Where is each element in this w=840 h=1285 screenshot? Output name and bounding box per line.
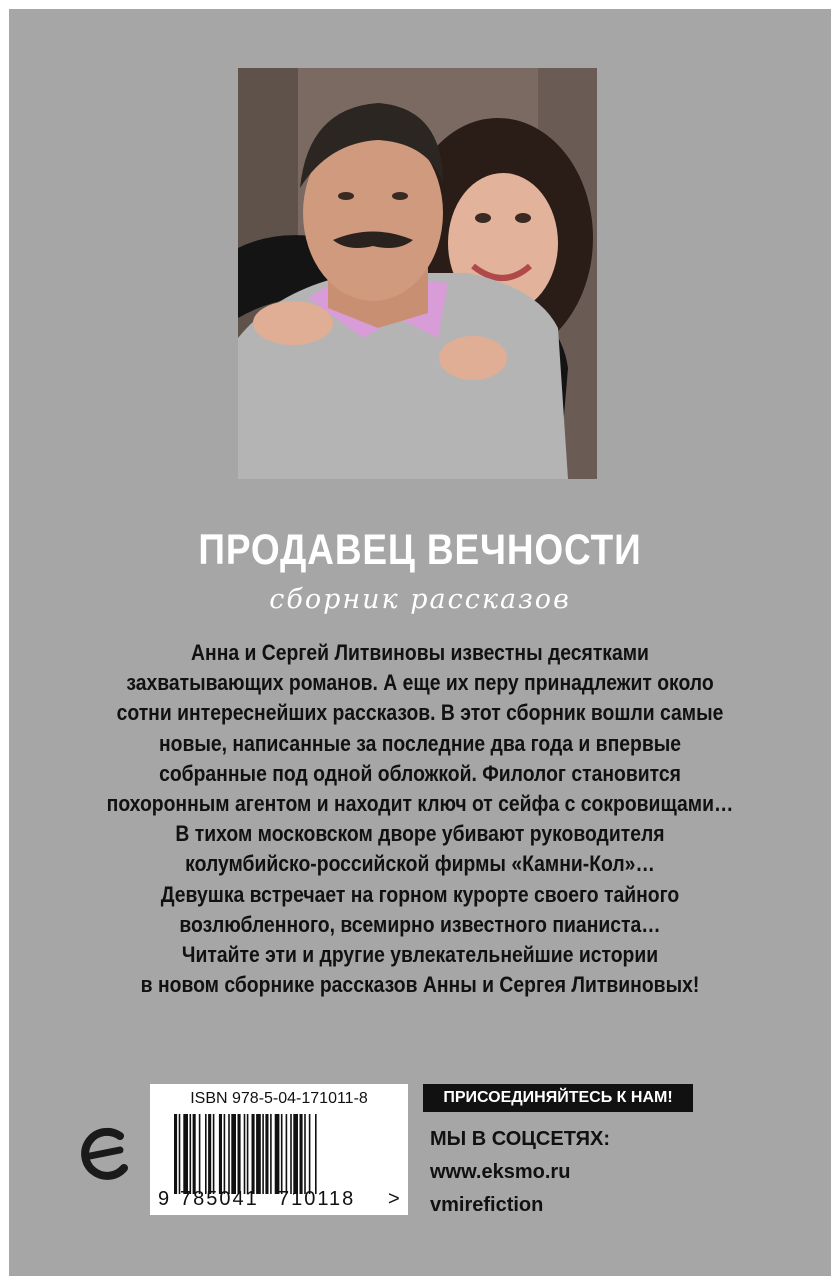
social-links [430,1123,610,1222]
annotation-line: В тихом московском дворе убивают руководителя [175,821,665,847]
book-subtitle: сборник рассказов [269,584,571,615]
annotation-line: колумбийско-российской фирмы «Камни-Кол»… [185,851,655,877]
annotation-line: Девушка встречает на горном курорте своего тайного [160,881,680,907]
barcode-arrow: > [388,1188,400,1210]
barcode-digit-first: 9 [158,1188,170,1210]
annotation-line: в новом сборнике рассказов Анны и Сергея Литвиновых! [140,972,700,998]
book-title: ПРОДАВЕЦ ВЕЧНОСТИ [198,526,642,574]
annotation-line: собранные под одной обложкой. Филолог становится [159,760,681,786]
annotation-line: похоронным агентом и находит ключ от сейфа с сокровищами… [106,791,734,817]
publisher-website: www.eksmo.ru [430,1161,571,1183]
annotation-line: Читайте эти и другие увлекательнейшие истории [181,942,659,968]
author-photo [238,68,597,479]
barcode [174,1114,386,1194]
eksmo-logo-icon [80,1126,132,1187]
annotation-line: новые, написанные за последние два года и впервые [158,730,682,756]
annotation-line: сотни интереснейших рассказов. В этот сборник вошли самые [116,700,724,726]
barcode-digits-left: 785041 [180,1188,259,1210]
social-handle: vmirefiction [430,1194,544,1216]
isbn-label: ISBN 978-5-04-171011-8 [190,1090,368,1107]
barcode-digits-right: 710118 [278,1188,356,1210]
annotation-line: возлюбленного, всемирно известного пианиста… [179,911,661,937]
annotation-line: захватывающих романов. А еще их перу принадлежит около [126,670,714,696]
book-annotation [0,638,840,1000]
annotation-line: Анна и Сергей Литвиновы известны десятками [191,640,649,665]
isbn-barcode-block [150,1084,408,1215]
social-heading: МЫ В СОЦСЕТЯХ: [430,1128,611,1150]
join-us-badge: ПРИСОЕДИНЯЙТЕСЬ К НАМ! [423,1084,693,1112]
